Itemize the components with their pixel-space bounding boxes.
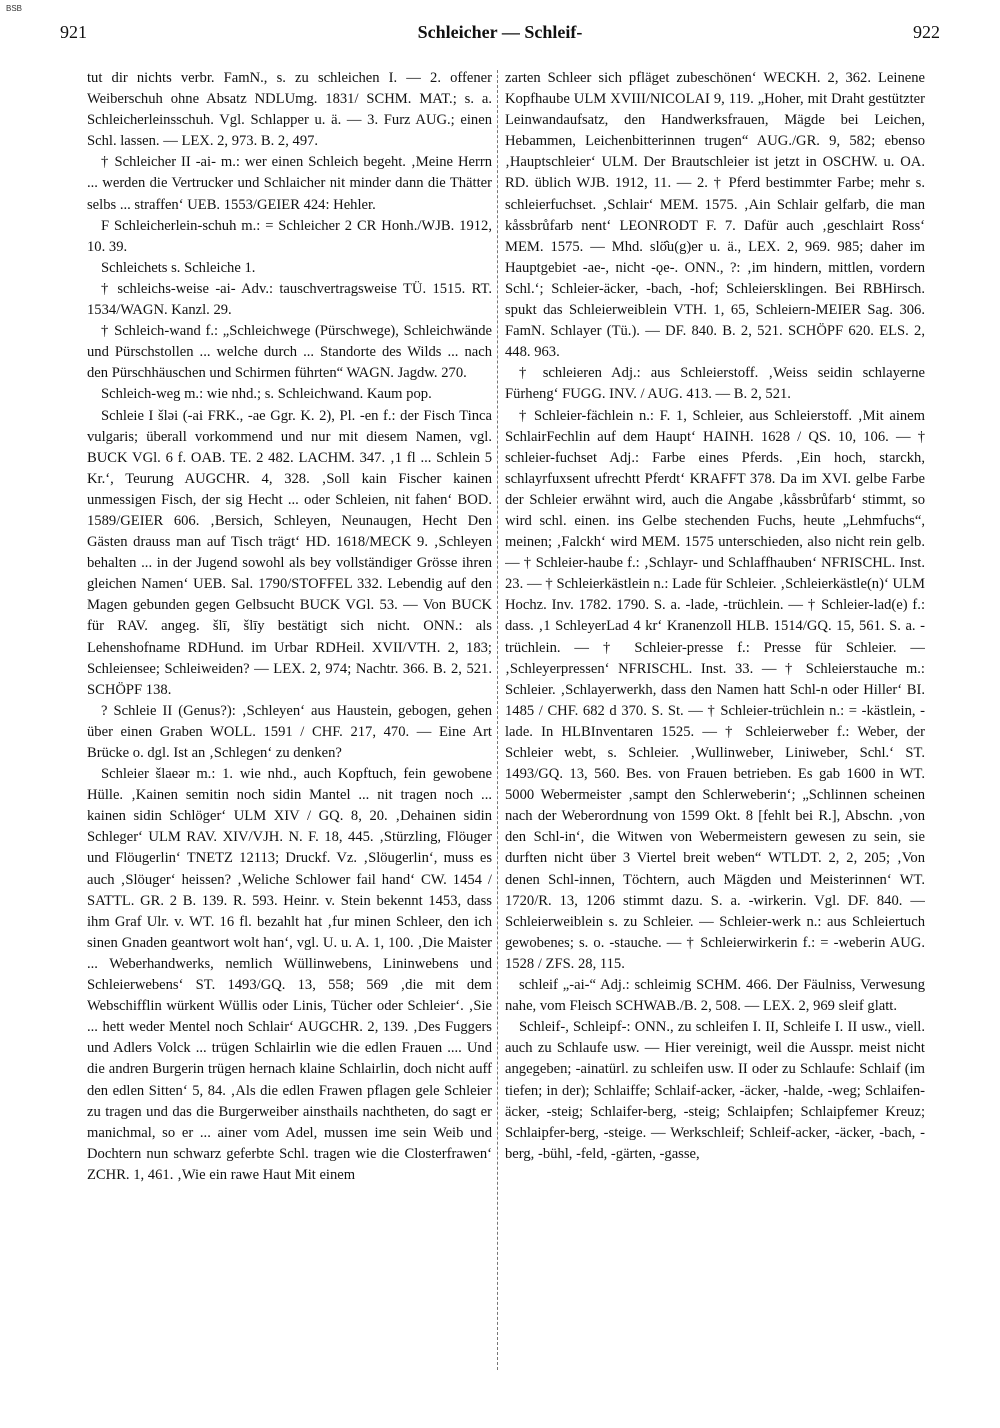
entry-paragraph: † Schleich-wand f.: „Schleichwege (Pürschwege), Schleichwände und Pürschstollen ... welche durch ... Standorte des Wilds ... nach den Pürschhäuschen und Schirmen führten“ WAGN. Jagdw. 270. <box>87 323 492 382</box>
entry-paragraph: † Schleicher II -ai- m.: wer einen Schleich begeht. ‚Meine Herrn ... werden die Vertrucker und Schlaicher nit minder dann die Thätter selbs ... straffen‘ UEB. 1553/GEIER 424: Hehler. <box>87 154 492 213</box>
running-head: Schleicher — Schleif- <box>417 22 583 42</box>
right-column <box>505 68 925 1413</box>
page-number-right: 922 <box>913 22 940 42</box>
entry-paragraph: Schleichets s. Schleiche 1. <box>101 259 256 276</box>
entry-paragraph: ? Schleie II (Genus?): ‚Schleyen‘ aus Haustein, gebogen, gehen über einen Graben WOLL. 1591 / CHF. 217, 470. — Eine Art Brücke o. dgl. Ist an ‚Schlegen‘ zu denken? <box>87 702 492 761</box>
entry-paragraph: Schleif-, Schleipf-: ONN., zu schleifen I. II, Schleife I. II usw., viell. auch zu Schlaufe usw. — Hier vereinigt, weil die Ausspr. meist nicht angegeben; -ainatürl. zu schleifen usw. II oder zu Schlaufe: Schlaif (im tiefen; in der); Schlaiffe; Schlaif-acker, -äcker, -halde, -weg; Schlaifen-äcker, -steig; Schlaifer-berg, -steig; Schlaipfen; Schlaipfemer Kreuz; Schlaipfer-berg, -steige. — Werkschleif; Schleif-acker, -äcker, -bach, -berg, -bühl, -feld, -gärten, -gasse, <box>505 1019 925 1162</box>
entry-paragraph: zarten Schleer sich pfläget zubeschönen‘ WECKH. 2, 362. Leinene Kopfhaube ULM XVIII/NICOLAI 9, 119. „Hoher, mit Draht gestützter Leinwandaufsatz, den Handwerksfrauen, Mägde bei Leichen, Hebammen, Leichenbitterinnen trugen“ AUG./GR. 9, 582; ebenso ‚Hauptschleier‘ ULM. Der Brautschleier ist jetzt in OSCHW. u. OA. RD. üblich WJB. 1912, 11. — 2. † Pferd bestimmter Farbe; mehr s. schleierfuchset. ‚Schlair‘ MEM. 1575. ‚Ain Schlair gelfarb, die man kåssbrůfarb nent‘ LEONRODT F. 7. Dafür auch ‚geschlairt Ross‘ MEM. 1575. — Mhd. slö̂u(g)er u. ä., LEX. 2, 969. 985; daher im Hauptgebiet -ae-, nicht -ǫe-. ONN., ?: ‚im hindern, mittlen, vordern Schl.‘; Schleier-äcker, -bach, -hof; Schleiersklingen. Bei RBHirsch. spukt das Schleierweiblein VTH. 1, 65, Schleiern-MEIER Sag. 306. FamN. Schlayer (Tü.). — DF. 840. B. 2, 521. SCHÖPF 620. ELS. 2, 448. 963. <box>505 70 925 361</box>
page-header <box>60 22 940 50</box>
entry-paragraph: † schleieren Adj.: aus Schleierstoff. ‚Weiss seidin schlayerne Fürheng‘ FUGG. INV. / AUG. 413. — B. 2, 521. <box>505 365 925 403</box>
entry-paragraph: Schleie I šlǝi (-ai FRK., -ae Ggr. K. 2), Pl. -en f.: der Fisch Tinca vulgaris; überall vorkommend und nur mit diesem Namen, vgl. BUCK VGl. 6 f. OAB. TE. 2 482. LACHM. 347. ‚1 fl ... Schlein 5 Kr.‘, Teurung AUGCHR. 4, 328. ‚Soll kain Fischer kainen unmessigen Fisch, der sig Hecht ... oder Schleien, nit fahen‘ BOD. 1589/GEIER 606. ‚Bersich, Schleyen, Neunaugen, Hecht Den Gästen drauss man auf Tisch trägt‘ HD. 1618/MECK 9. ‚Schleyen behalten ... in der Jugend sowohl als bey vollständiger Grösse ihren gleichen Namen‘ UEB. Sal. 1790/STOFFEL 332. Lebendig auf den Magen gebunden gegen Gelbsucht BUCK VGl. 53. — Von BUCK für RAV. angeg. šlī, šlīy bestätigt sich nicht. ONN.: als Lehenshofname RDHund. im Urbar RDHeil. XVII/VTH. 2, 183; Schleiensee; Schleiweiden? — LEX. 2, 974; Nachtr. 366. B. 2, 521. SCHÖPF 138. <box>87 407 492 698</box>
page-number-left: 921 <box>60 22 87 42</box>
entry-paragraph: Schleich-weg m.: wie nhd.; s. Schleichwand. Kaum pop. <box>101 386 432 403</box>
entry-paragraph: † Schleier-fächlein n.: F. 1, Schleier, aus Schleierstoff. ‚Mit ainem SchlairFechlin auf dem Haupt‘ HAINH. 1628 / QS. 10, 106. — † schleier-fuchset Adj.: Farbe eines Pferds. ‚Ein hoch, starckh, schlayrfuxsent ufrechtt Pferdt‘ KRAFFT 378. Da im XVI. gelbe Farbe der Schleier erwähnt wird, auch die Angabe ‚kåssbrůfarb‘ stimmt, so wird schl. einen. ins Gelbe stechenden Fuchs, heute „Lehmfuchs“, meinen; ‚Falckh‘ wird MEM. 1575 unterschieden, also nicht rein gelb. — † Schleier-haube f.: ‚Schlayr- und Schlaffhauben‘ NFRISCHL. Inst. 23. — † Schleierkästlein n.: Lade für Schleier. ‚Schleierkästle(n)‘ ULM Hochz. Inv. 1782. 1790. S. a. -lade, -trüchlein. — † Schleier-lad(e) f.: dass. ‚1 SchleyerLad 4 kr‘ Kranenzoll HLB. 1514/GQ. 15, 561. S. a. -trüchlein. — † Schleier-presse f.: Presse für Schleier. — ‚Schleyerpressen‘ NFRISCHL. Inst. 33. — † Schleierstauche m.: Schleier. ‚Schlayerwerkh, dass den Namen hatt Schl-n oder Hiller‘ BI. 1485 / CHF. 682 d 370. S. St. — † Schleier-trüchlein n.: = -kästlein, -lade. In HLBInventaren 1525. — † Schleierweber f.: Weber, der Schleier webt, s. Schleier. ‚Wullinweber, Liniweber, Schl.‘ ST. 1493/GQ. 13, 560. Bes. von Frauen betrieben. Es gab 1600 in WT. 5000 Webermeister ‚sampt den Schlerweberin‘; „Schlinnen scheinen nach der Weberordnung von 1599 Okt. 8 [fehlt bei R.], Abschn. ‚von den Schl-in‘, die Witwen von Webermeistern gewesen zu sein, sie durften nicht über 3 Viertel breit weben“ WTLDT. 2, 2, 205; ‚Von denen Schl-innen, Töchtern, auch Mägden und Meisterinnen‘ WT. 1720/R. 13, 1206 stimmt dazu. S. a. -wirkerin. Vgl. DF. 840. — Schleierweiblein s. zu Schleier. — Schleier-werk n.: aus Schleiertuch gewobenes; s. o. -stauche. — † Schleierwirkerin f.: = -weberin AUG. 1528 / ZFS. 28, 115. <box>505 407 925 972</box>
entry-paragraph: tut dir nichts verbr. FamN., s. zu schleichen I. — 2. offener Weiberschuh ohne Absatz NDLUmg. 1831/ SCHM. MAT.; s. a. Schleicherleinsschuh. Vgl. Schlapper u. ä. — 3. Furz AUG.; einen Schl. lassen. — LEX. 2, 973. B. 2, 497. <box>87 70 492 150</box>
entry-paragraph: schleif „-ai-“ Adj.: schleimig SCHM. 466. Der Fäulniss, Verwesung nahe, vom Fleisch SCHWAB./B. 2, 508. — LEX. 2, 969 sleif glatt. <box>505 977 925 1015</box>
entry-paragraph: Schleier šlaeǝr m.: 1. wie nhd., auch Kopftuch, fein gewobene Hülle. ‚Kainen semitin noch sidin Mantel ... nit tragen noch ... kainen sidin Schlöger‘ ULM XIV / GQ. 8, 20. ‚Dehainen sidin Schleger‘ ULM RAV. XIV/VJH. N. F. 18, 445. ‚Stürzling, Flöuger und Flöugerlin‘ TNETZ 12113; Druckf. Vz. ‚Slöugerlin‘, muss es auch ‚Slöuger‘ heissen? ‚Weliche Schlower fail hand‘ CW. 1454 / SATTL. GR. 2 B. 139. R. 593. Heinr. v. Stein bekennt 1453, dass ihm Graf Ulr. v. WT. 16 fl. bezahlt hat ‚fur minen Schleer, den ich sinen Gnaden geantwort wolt han‘, vgl. U. u. A. 1, 100. ‚Die Maister ... Weberhandwerks, nemlich Wüllinwebens, Lininwebens und Schleierwebens‘ ST. 1493/GQ. 13, 558; 569 ‚die mit dem Webschifflin würkent Wüllis oder Linis, Tücher oder Schleier‘. ‚Sie ... hett weder Mentel noch Schlair‘ AUGCHR. 2, 139. ‚Des Fuggers und Adlers Volck ... trügen Schlairlin wie die edlen Frauen .... Und die andren Burgerin trügen hernach klaine Schlairlin, doch nicht auff den edlen Sitten‘ 5, 84. ‚Als die edlen Frawen pflagen gele Schleier zu tragen und das die Burgerweiber ainsthails nachtheten, do sagt er manichmal, so er ... ainer vom Adel, mussen ime sein Weib und Dochtern nun schwarz geferbte Schl. tragen wie die Closterfrawen‘ ZCHR. 1, 461. ‚Wie ein rawe Haut Mit einem <box>87 766 492 1183</box>
column-divider <box>497 70 498 1370</box>
left-column <box>87 68 492 1413</box>
entry-paragraph: † schleichs-weise -ai- Adv.: tauschvertragsweise TÜ. 1515. RT. 1534/WAGN. Kanzl. 29. <box>87 280 492 319</box>
entry-paragraph: F Schleicherlein-schuh m.: = Schleicher 2 CR Honh./WJB. 1912, 10. 39. <box>87 217 492 255</box>
library-stamp: BSB <box>6 4 23 13</box>
